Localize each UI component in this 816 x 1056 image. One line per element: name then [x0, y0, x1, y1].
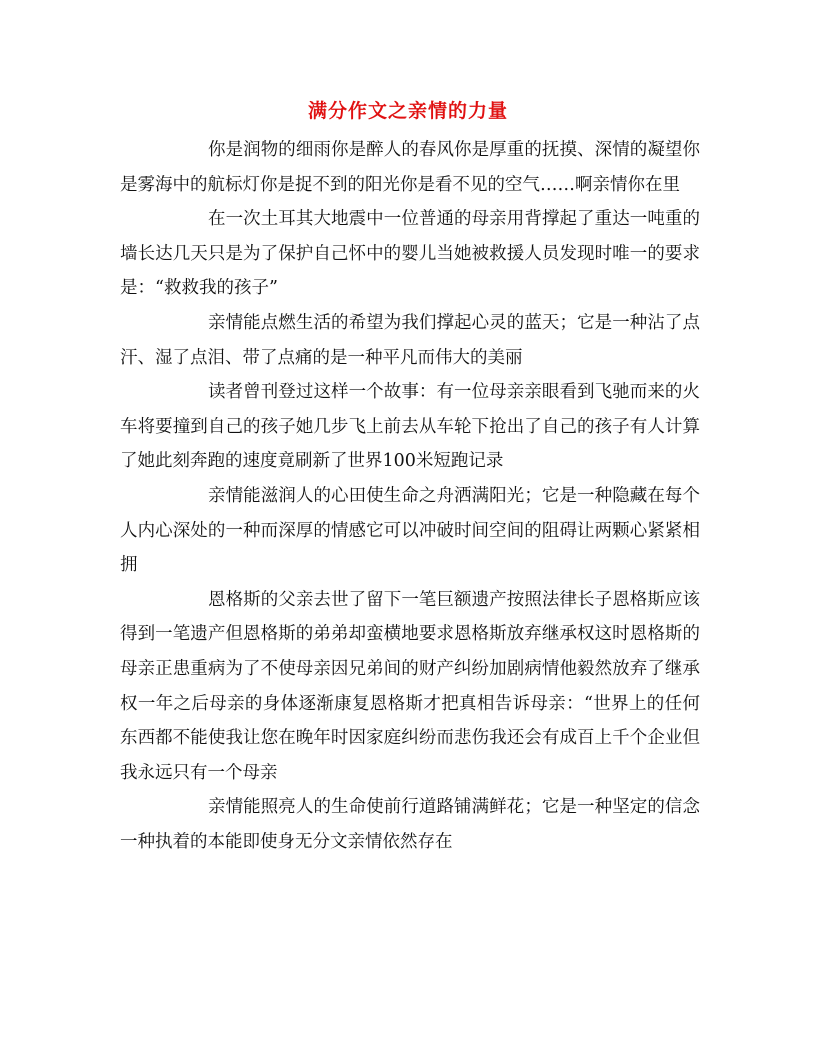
paragraph: 恩格斯的父亲去世了留下一笔巨额遗产按照法律长子恩格斯应该得到一笔遗产但恩格斯的弟弟却蛮横地要求恩格斯放弃继承权这时恩格斯的母亲正患重病为了不使母亲因兄弟间的财产纠纷加剧病情他毅然放弃了继承权一年之后母亲的身体逐渐康复恩格斯才把真相告诉母亲：“世界上的任何东西都不能使我让您在晚年时因家庭纠纷而悲伤我还会有成百上千个企业但我永远只有一个母亲: [120, 589, 700, 783]
paragraph: 亲情能照亮人的生命使前行道路铺满鲜花；它是一种坚定的信念一种执着的本能即使身无分文亲情依然存在: [120, 797, 700, 852]
paragraph: 读者曾刊登过这样一个故事：有一位母亲亲眼看到飞驰而来的火车将要撞到自己的孩子她几步飞上前去从车轮下抢出了自己的孩子有人计算了她此刻奔跑的速度竟刷新了世界100米短跑记录: [120, 382, 700, 472]
paragraph: 亲情能滋润人的心田使生命之舟洒满阳光；它是一种隐藏在每个人内心深处的一种而深厚的情感它可以冲破时间空间的阻碍让两颗心紧紧相拥: [120, 485, 700, 576]
paragraph: 在一次土耳其大地震中一位普通的母亲用背撑起了重达一吨重的墙长达几天只是为了保护自己怀中的婴儿当她被救援人员发现时唯一的要求是：“救救我的孩子”: [120, 209, 700, 299]
document-body: [120, 133, 700, 859]
paragraph: 你是润物的细雨你是醉人的春风你是厚重的抚摸、深情的凝望你是雾海中的航标灯你是捉不到的阳光你是看不见的空气……啊亲情你在里: [120, 140, 700, 195]
document-title: 满分作文之亲情的力量: [307, 100, 508, 122]
paragraph: 亲情能点燃生活的希望为我们撑起心灵的蓝天；它是一种沾了点汗、湿了点泪、带了点痛的是一种平凡而伟大的美丽: [120, 312, 700, 368]
